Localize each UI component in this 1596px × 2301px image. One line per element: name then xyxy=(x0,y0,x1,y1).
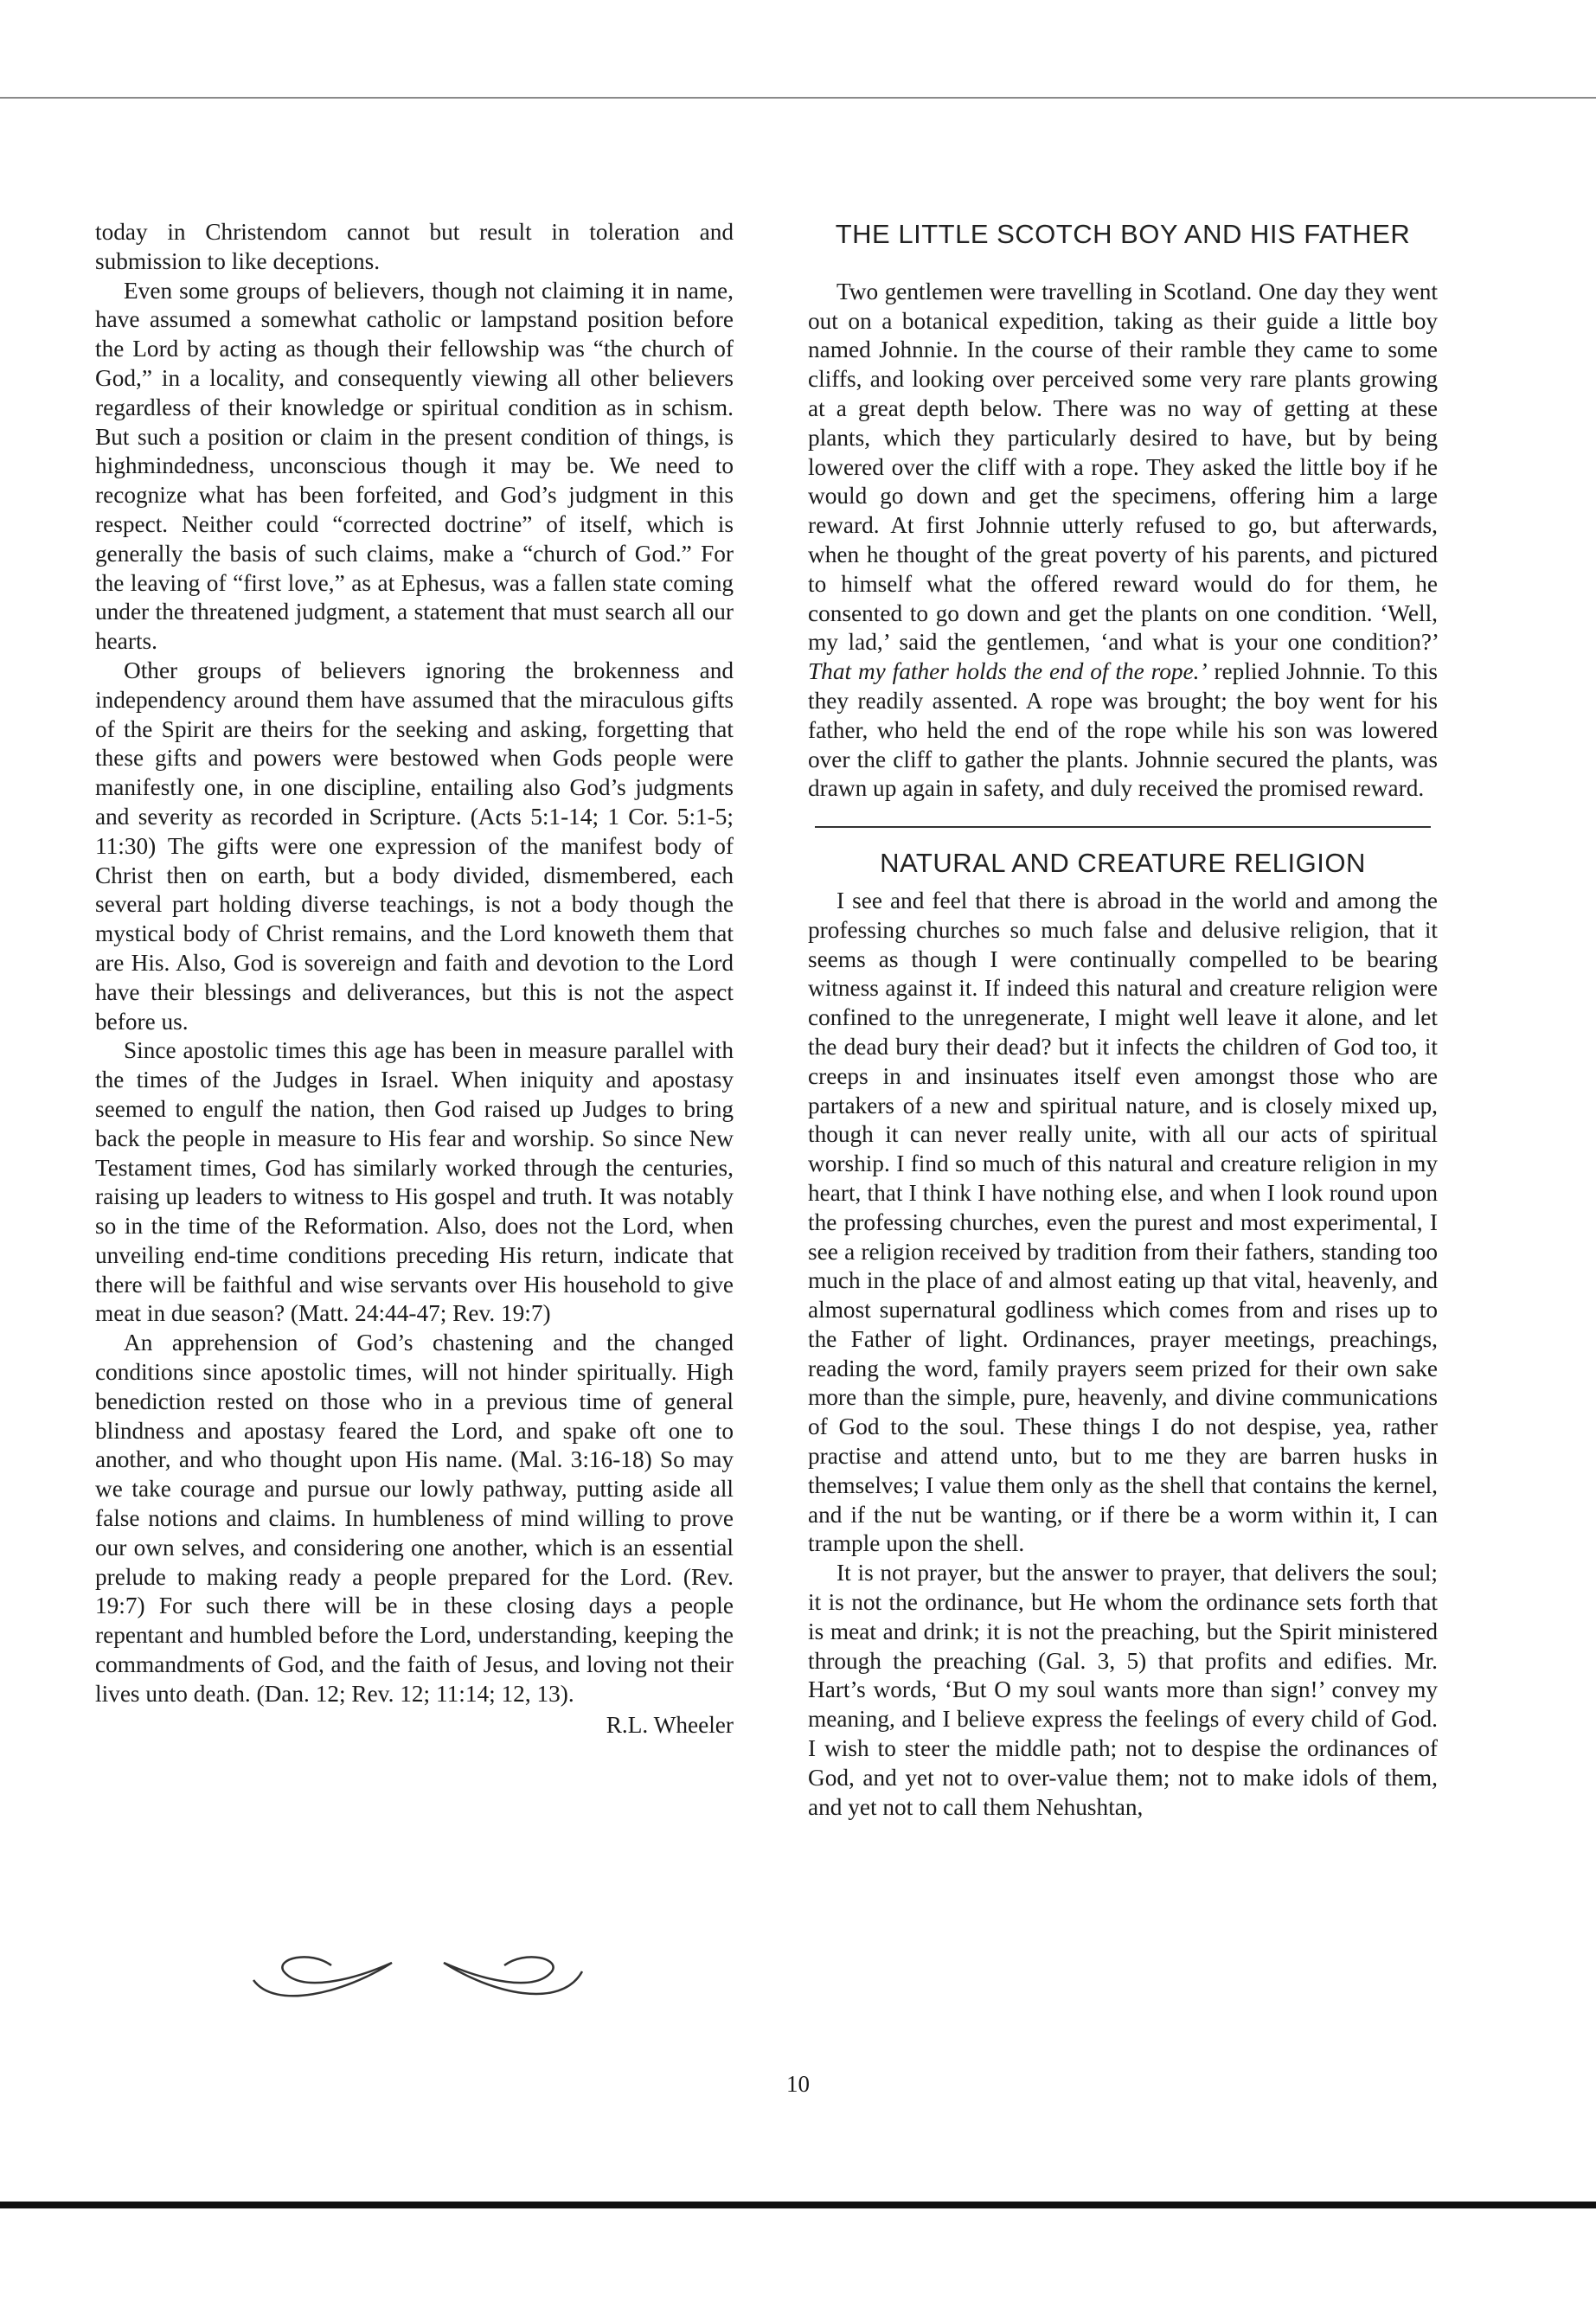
body-text: Two gentlemen were travelling in Scotland. One day they went out on a botanical expedition, taking as their guide a little boy named Johnnie. In the course of their ramble they came to some cliffs, and looking over perceived some very rare plants growing at a great depth below. There was no way of getting at these plants, which they particularly desired to have, but by being lowered over the cliff with a rope. They asked the little boy if he would go down and get the specimens, offering him a large reward. At first Johnnie utterly refused to go, but afterwards, when he thought of the great poverty of his parents, and pictured to himself what the offered reward would do for them, he consented to go down and get the plants on one condition. ‘Well, my lad,’ said the gentlemen, ‘and what is your one condition?’ xyxy=(808,278,1438,656)
flourish-ornament-icon xyxy=(249,1932,586,2010)
paragraph: Even some groups of believers, though not claiming it in name, have assumed a somewhat catholic or lampstand position before the Lord by acting as though their fellowship was “the church of God,” in a locality, and consequently viewing all other believers regardless of their knowledge or spiritual condition as in schism. But such a position or claim in the present condition of things, is highmindedness, unconscious though it may be. We need to recognize what has been forfeited, and God’s judgment in this respect. Neither could “corrected doctrine” of itself, which is generally the basis of such claims, make a “church of God.” For the leaving of “first love,” as at Ephesus, was a fallen state coming under the threatened judgment, a statement that must search all our hearts. xyxy=(95,277,734,655)
paragraph: An apprehension of God’s chastening and the changed conditions since apostolic times, will not hinder spiritually. High benediction rested on those who in a previous time of general blindness and apostasy feared the Lord, and spake oft one to another, and who thought upon His name. (Mal. 3:16-18) So may we take courage and pursue our lowly pathway, putting aside all false notions and claims. In humbleness of mind willing to prove our own selves, and considering one another, which is an essential prelude to making ready a people prepared for the Lord. (Rev. 19:7) For such there will be in these closing days a people repentant and humbled before the Lord, understanding, keeping the commandments of God, and the faith of Jesus, and loving not their lives unto death. (Dan. 12; Rev. 12; 11:14; 12, 13). xyxy=(95,1330,734,1707)
paragraph: Since apostolic times this age has been in measure parallel with the times of the Judges in Israel. When iniquity and apostasy seemed to engulf the nation, then God raised up Judges to bring back the people in measure to His fear and worship. So since New Testament times, God has similarly worked through the centuries, raising up leaders to witness to His gospel and truth. It was notably so in the time of the Reformation. Also, does not the Lord, when unveiling end-time conditions preceding His return, indicate that there will be faithful and wise servants over His household to give meat in due season? (Matt. 24:44-47; Rev. 19:7) xyxy=(95,1037,734,1327)
article-title: NATURAL AND CREATURE RELIGION xyxy=(880,848,1366,879)
right-column xyxy=(808,218,1438,1822)
bottom-rule xyxy=(0,2202,1596,2208)
body-text: replied Johnnie. To this they readily assented. A rope was brought; the boy went for his father, who held the end of the rope while his son was lowered over the cliff to gather the plants. Johnnie secured the plants, was drawn up again in safety, and duly received the promised reward. xyxy=(808,658,1438,802)
page-number: 10 xyxy=(786,2071,810,2097)
author-signature: R.L. Wheeler xyxy=(606,1711,734,1738)
top-rule xyxy=(0,97,1596,99)
section-divider xyxy=(815,826,1431,828)
paragraph: It is not prayer, but the answer to prayer, that delivers the soul; it is not the ordinance, but He whom the ordinance sets forth that is meat and drink; it is not the preaching, but the Spirit ministered through the preaching (Gal. 3, 5) that profits and edifies. Mr. Hart’s words, ‘But O my soul wants more than sign!’ convey my meaning, and I believe express the feelings of every child of God. I wish to steer the middle path; not to despise the ordinances of God, and yet not to over-value them; not to make idols of them, and yet not to call them Nehushtan, xyxy=(808,1560,1438,1820)
article-title: THE LITTLE SCOTCH BOY AND HIS FATHER xyxy=(835,219,1411,249)
article-body xyxy=(808,278,1438,804)
left-column xyxy=(95,218,734,1740)
paragraph: Other groups of believers ignoring the brokenness and independency around them have assumed that the miraculous gifts of the Spirit are theirs for the seeking and asking, forgetting that these gifts and powers were bestowed when Gods people were manifestly one, in one discipline, entailing also God’s judgments and severity as recorded in Scripture. (Acts 5:1-14; 1 Cor. 5:1-5; 11:30) The gifts were one expression of the manifest body of Christ then on earth, but a body divided, dismembered, each several part holding diverse teachings, is not a body though the mystical body of Christ remains, and the Lord knoweth them that are His. Also, God is sovereign and faith and devotion to the Lord have their blessings and deliverances, but this is not the aspect before us. xyxy=(95,657,734,1035)
quote-italic: That my father holds the end of the rope.’ xyxy=(808,658,1208,685)
paragraph: today in Christendom cannot but result in toleration and submission to like deceptions. xyxy=(95,219,734,274)
paragraph: I see and feel that there is abroad in the world and among the professing churches so much false and delusive religion, that it seems as though I were continually compelled to be bearing witness against it. If indeed this natural and creature religion were confined to the unregenerate, I might well leave it alone, and let the dead bury their dead? but it infects the children of God too, it creeps in and insinuates itself even amongst those who are partakers of a new and spiritual nature, and is closely mixed up, though it can never really unite, with all our acts of spiritual worship. I find so much of this natural and creature religion in my heart, that I think I have nothing else, and when I look round upon the professing churches, even the purest and most experimental, I see a religion received by tradition from their fathers, standing too much in the place of and almost eating up that vital, heavenly, and almost supernatural godliness which comes from and rises up to the Father of light. Ordinances, prayer meetings, preachings, reading the word, family prayers seem prized for their own sake more than the simple, pure, heavenly, and divine communications of God to the soul. These things I do not despise, yea, rather practise and attend unto, but to me they are barren husks in themselves; I value them only as the shell that contains the kernel, and if the nut be wanting, or if there be a worm within it, I can trample upon the shell. xyxy=(808,887,1438,1557)
